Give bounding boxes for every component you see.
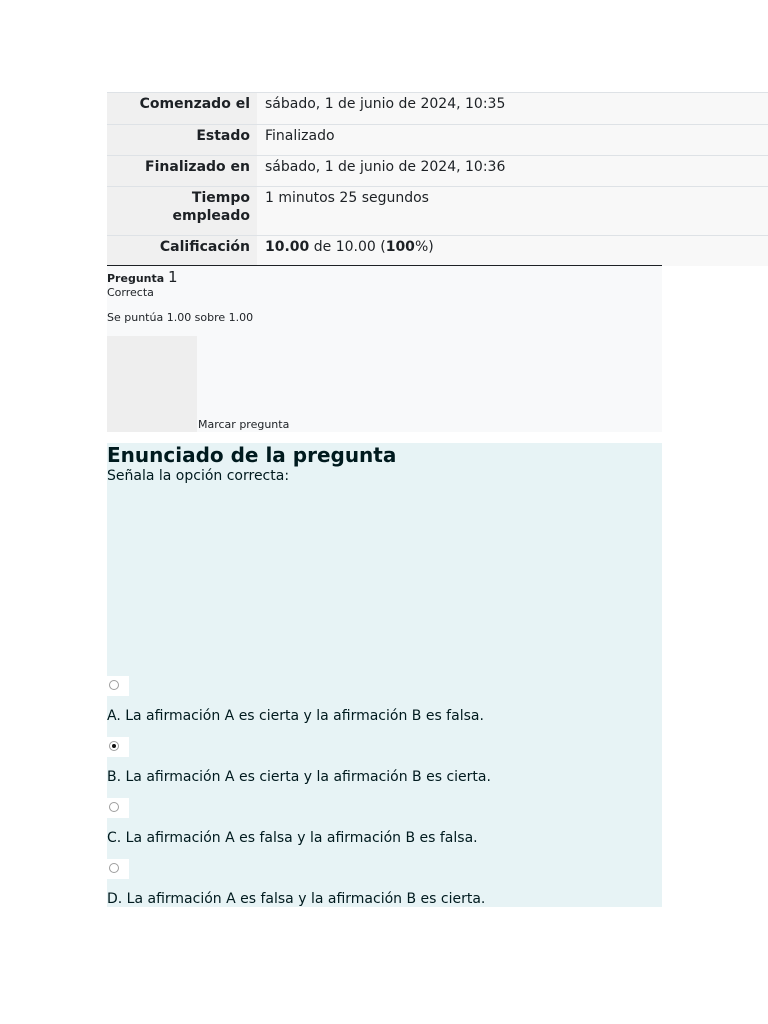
grade-percent-suffix: %) (414, 239, 434, 255)
question-heading: Enunciado de la pregunta (107, 443, 397, 467)
option-c-radio-wrap (107, 798, 129, 818)
summary-label (107, 187, 257, 235)
question-grade: Se puntúa 1.00 sobre 1.00 (107, 311, 254, 324)
option-d-radio-wrap (107, 859, 129, 879)
flag-question-link[interactable]: Marcar pregunta (198, 418, 290, 431)
question-info (107, 265, 662, 432)
summary-row-started (107, 92, 768, 124)
option-d-radio[interactable] (109, 863, 119, 873)
option-a-radio[interactable] (109, 680, 119, 690)
summary-label: Comenzado el (107, 93, 257, 124)
summary-row-state (107, 124, 768, 155)
summary-label-line1: Tiempo (191, 190, 250, 206)
question-prompt: Señala la opción correcta: (107, 468, 290, 484)
summary-row-grade (107, 235, 768, 266)
grade-percent: 100 (385, 239, 415, 255)
question-state: Correcta (107, 286, 154, 299)
question-content (107, 443, 662, 907)
summary-row-finished (107, 155, 768, 186)
option-d-label[interactable]: D. La afirmación A es falsa y la afirmación B es cierta. (107, 891, 486, 907)
option-c-label[interactable]: C. La afirmación A es falsa y la afirmación B es falsa. (107, 830, 478, 846)
option-b-radio[interactable] (109, 741, 119, 751)
grade-of-text: de 10.00 ( (309, 239, 386, 255)
summary-value: 1 minutos 25 segundos (257, 187, 768, 235)
option-b-label[interactable]: B. La afirmación A es cierta y la afirmación B es cierta. (107, 769, 491, 785)
attempt-summary-table (107, 92, 768, 266)
summary-value (257, 236, 768, 266)
summary-label: Calificación (107, 236, 257, 266)
question-number-value: 1 (168, 268, 178, 286)
summary-value: Finalizado (257, 125, 768, 155)
question-number (107, 268, 178, 286)
summary-label: Estado (107, 125, 257, 155)
summary-row-time-taken (107, 186, 768, 235)
option-b-radio-wrap (107, 737, 129, 757)
option-a-radio-wrap (107, 676, 129, 696)
question-label: Pregunta (107, 272, 165, 285)
grade-score: 10.00 (265, 239, 310, 255)
summary-label-line2: empleado (172, 208, 250, 224)
option-a-label[interactable]: A. La afirmación A es cierta y la afirmación B es falsa. (107, 708, 484, 724)
summary-value: sábado, 1 de junio de 2024, 10:36 (257, 156, 768, 186)
summary-label: Finalizado en (107, 156, 257, 186)
flag-image-placeholder (107, 336, 197, 432)
summary-value: sábado, 1 de junio de 2024, 10:35 (257, 93, 768, 124)
option-c-radio[interactable] (109, 802, 119, 812)
